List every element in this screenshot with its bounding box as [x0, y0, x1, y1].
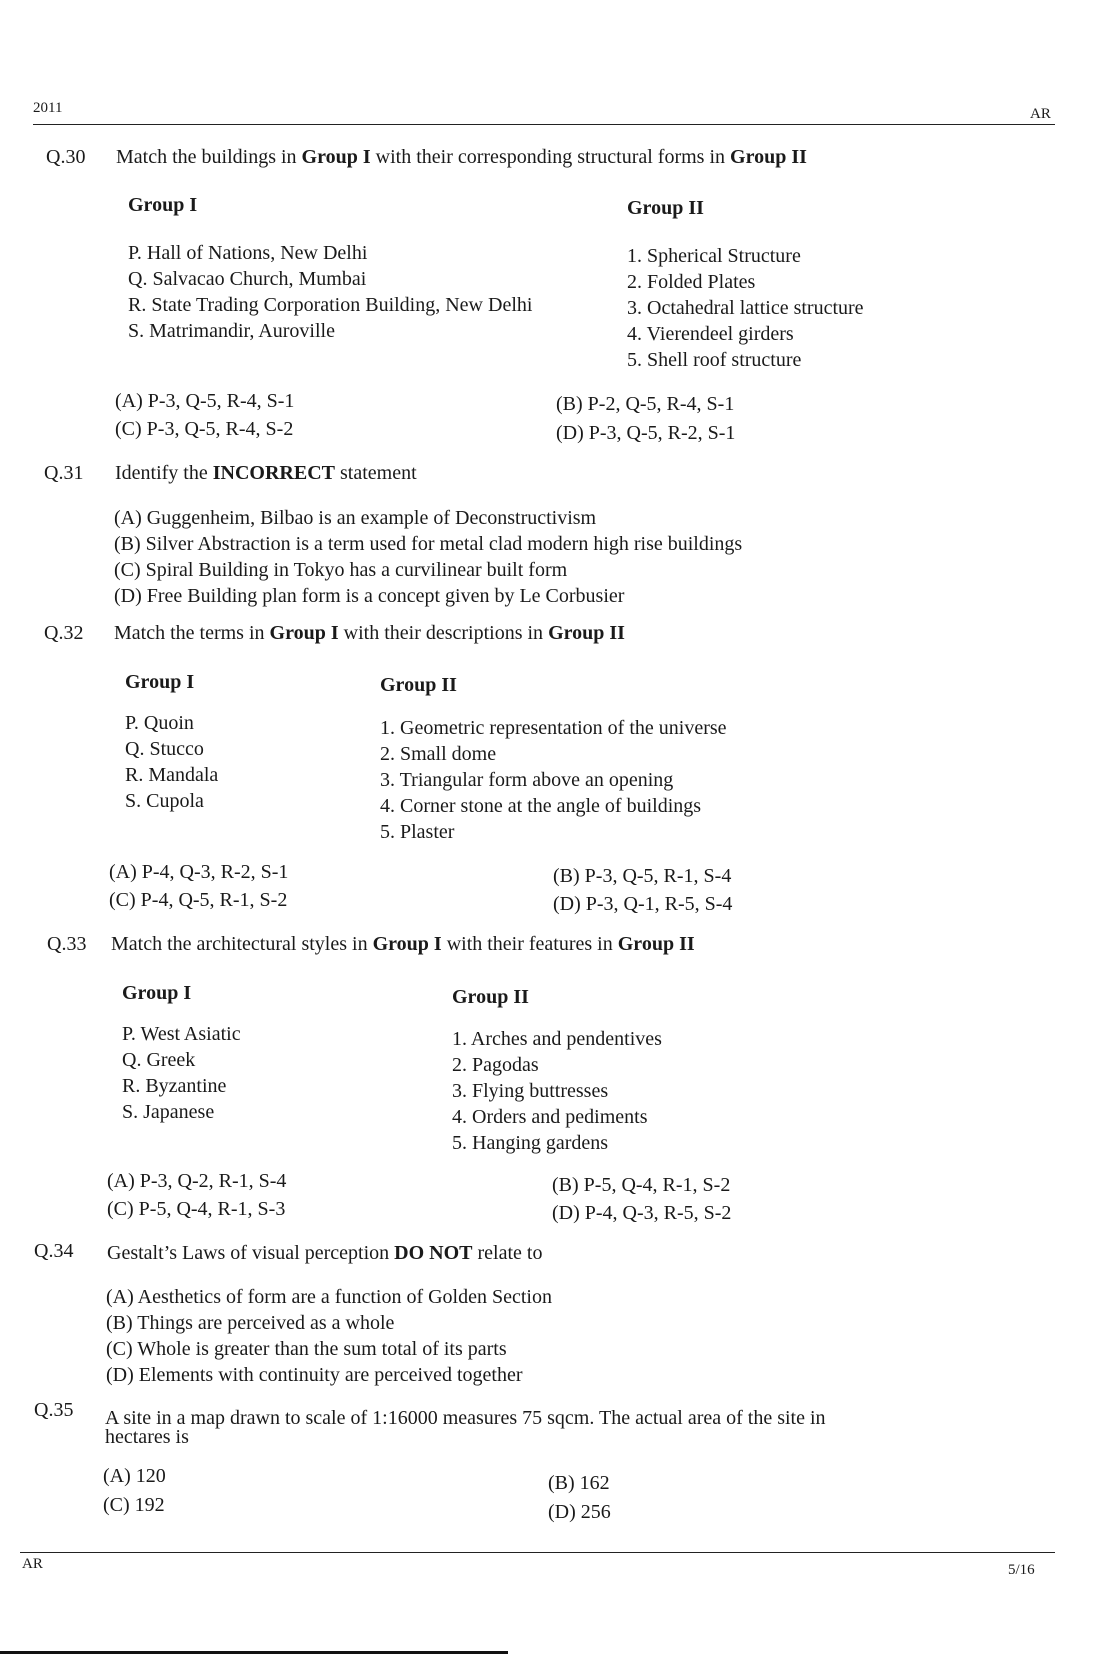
list-item: 1. Spherical Structure: [627, 245, 801, 267]
question-number: Q.33: [47, 933, 87, 955]
list-item: R. State Trading Corporation Building, New Delhi: [128, 294, 533, 316]
option-c: (C) P-3, Q-5, R-4, S-2: [115, 418, 294, 440]
list-item: 3. Triangular form above an opening: [380, 769, 674, 791]
option-d: (D) P-3, Q-5, R-2, S-1: [556, 422, 736, 444]
group-i-list: [125, 710, 218, 814]
header-year: 2011: [33, 100, 63, 116]
question-stem: [116, 146, 807, 169]
stem-bold: Group II: [548, 622, 625, 644]
question-stem: [114, 622, 625, 645]
group-i-heading: Group I: [122, 982, 192, 1004]
group-ii-list: [627, 243, 864, 373]
list-item: P. West Asiatic: [122, 1023, 241, 1045]
list-item: 3. Octahedral lattice structure: [627, 297, 864, 319]
stem-bold: Group II: [730, 146, 807, 168]
question-number: Q.32: [44, 622, 84, 644]
option-c: (C) P-4, Q-5, R-1, S-2: [109, 889, 288, 911]
list-item: 5. Hanging gardens: [452, 1132, 609, 1154]
footer-paper-code: AR: [22, 1556, 43, 1572]
option-a: (A) 120: [103, 1465, 166, 1487]
question-stem: [115, 462, 417, 485]
stem-bold: Group II: [617, 933, 695, 955]
stem-text: Match the buildings in: [116, 146, 302, 168]
list-item: 4. Vierendeel girders: [627, 323, 794, 345]
option-b: (B) P-5, Q-4, R-1, S-2: [552, 1174, 731, 1196]
list-item: 2. Folded Plates: [627, 271, 756, 293]
list-item: 1. Arches and pendentives: [452, 1028, 662, 1050]
option-b: (B) P-2, Q-5, R-4, S-1: [556, 393, 735, 415]
option-c: (C) P-5, Q-4, R-1, S-3: [107, 1198, 286, 1220]
option-c: (C) 192: [103, 1494, 165, 1516]
list-item: 2. Pagodas: [452, 1054, 539, 1076]
question-number: Q.35: [34, 1399, 74, 1421]
question-stem-continued: hectares is: [105, 1426, 189, 1448]
option-c: (C) Spiral Building in Tokyo has a curvilinear built form: [114, 559, 568, 581]
option-b: (B) P-3, Q-5, R-1, S-4: [553, 865, 732, 887]
option-d: (D) Elements with continuity are perceived together: [106, 1364, 523, 1386]
list-item: 2. Small dome: [380, 743, 497, 765]
page-number: 5/16: [1008, 1562, 1035, 1578]
group-ii-list: [380, 715, 727, 845]
list-item: Q. Greek: [122, 1049, 196, 1071]
stem-text: Match the terms in: [114, 622, 270, 644]
stem-text: Gestalt’s Laws of visual perception: [107, 1242, 395, 1264]
list-item: P. Quoin: [125, 712, 194, 734]
list-item: R. Mandala: [125, 764, 219, 786]
list-item: R. Byzantine: [122, 1075, 227, 1097]
question-number: Q.31: [44, 462, 84, 484]
option-b: (B) 162: [548, 1472, 610, 1494]
option-a: (A) P-3, Q-2, R-1, S-4: [107, 1170, 287, 1192]
stem-text: relate to: [472, 1242, 543, 1264]
list-item: S. Japanese: [122, 1101, 215, 1123]
header-rule: [33, 124, 1055, 125]
stem-bold: Group I: [372, 933, 442, 955]
stem-bold: Group I: [269, 622, 339, 644]
option-list: [106, 1284, 552, 1388]
stem-bold: Group I: [301, 146, 371, 168]
group-ii-heading: Group II: [452, 986, 529, 1008]
option-list: [114, 505, 742, 609]
list-item: 4. Corner stone at the angle of buildings: [380, 795, 702, 817]
list-item: S. Matrimandir, Auroville: [128, 320, 335, 342]
list-item: Q. Stucco: [125, 738, 204, 760]
footer-rule: [20, 1552, 1055, 1553]
question-stem: [107, 1242, 542, 1265]
option-a: (A) Guggenheim, Bilbao is an example of Deconstructivism: [114, 507, 597, 529]
stem-text: statement: [335, 462, 417, 484]
list-item: 5. Shell roof structure: [627, 349, 802, 371]
stem-text: with their descriptions in: [338, 622, 549, 644]
option-b: (B) Things are perceived as a whole: [106, 1312, 395, 1334]
question-number: Q.34: [34, 1240, 74, 1262]
group-i-list: [128, 240, 532, 344]
question-number: Q.30: [46, 146, 86, 168]
option-d: (D) P-4, Q-3, R-5, S-2: [552, 1202, 732, 1224]
list-item: 5. Plaster: [380, 821, 455, 843]
group-ii-list: [452, 1026, 662, 1156]
option-a: (A) P-3, Q-5, R-4, S-1: [115, 390, 295, 412]
stem-text: Match the architectural styles in: [111, 933, 373, 955]
group-i-list: [122, 1021, 241, 1125]
question-stem: [111, 933, 695, 956]
stem-text: with their corresponding structural forms in: [370, 146, 731, 168]
option-c: (C) Whole is greater than the sum total of its parts: [106, 1338, 507, 1360]
option-b: (B) Silver Abstraction is a term used for metal clad modern high rise buildings: [114, 533, 743, 555]
option-d: (D) Free Building plan form is a concept given by Le Corbusier: [114, 585, 625, 607]
option-a: (A) P-4, Q-3, R-2, S-1: [109, 861, 289, 883]
list-item: 1. Geometric representation of the universe: [380, 717, 727, 739]
group-i-heading: Group I: [125, 671, 195, 693]
option-d: (D) P-3, Q-1, R-5, S-4: [553, 893, 733, 915]
option-d: (D) 256: [548, 1501, 611, 1523]
stem-text: Identify the: [115, 462, 213, 484]
list-item: Q. Salvacao Church, Mumbai: [128, 268, 367, 290]
list-item: 3. Flying buttresses: [452, 1080, 609, 1102]
question-stem: A site in a map drawn to scale of 1:16000 measures 75 sqcm. The actual area of the site in: [105, 1407, 826, 1429]
stem-bold: DO NOT: [394, 1242, 473, 1264]
group-ii-heading: Group II: [380, 674, 457, 696]
list-item: 4. Orders and pediments: [452, 1106, 648, 1128]
list-item: S. Cupola: [125, 790, 204, 812]
stem-text: with their features in: [441, 933, 618, 955]
scan-edge-line: [0, 1651, 508, 1654]
stem-bold: INCORRECT: [212, 462, 335, 484]
header-paper-code: AR: [1030, 106, 1051, 122]
list-item: P. Hall of Nations, New Delhi: [128, 242, 368, 264]
option-a: (A) Aesthetics of form are a function of Golden Section: [106, 1286, 552, 1308]
group-i-heading: Group I: [128, 194, 198, 216]
group-ii-heading: Group II: [627, 197, 704, 219]
